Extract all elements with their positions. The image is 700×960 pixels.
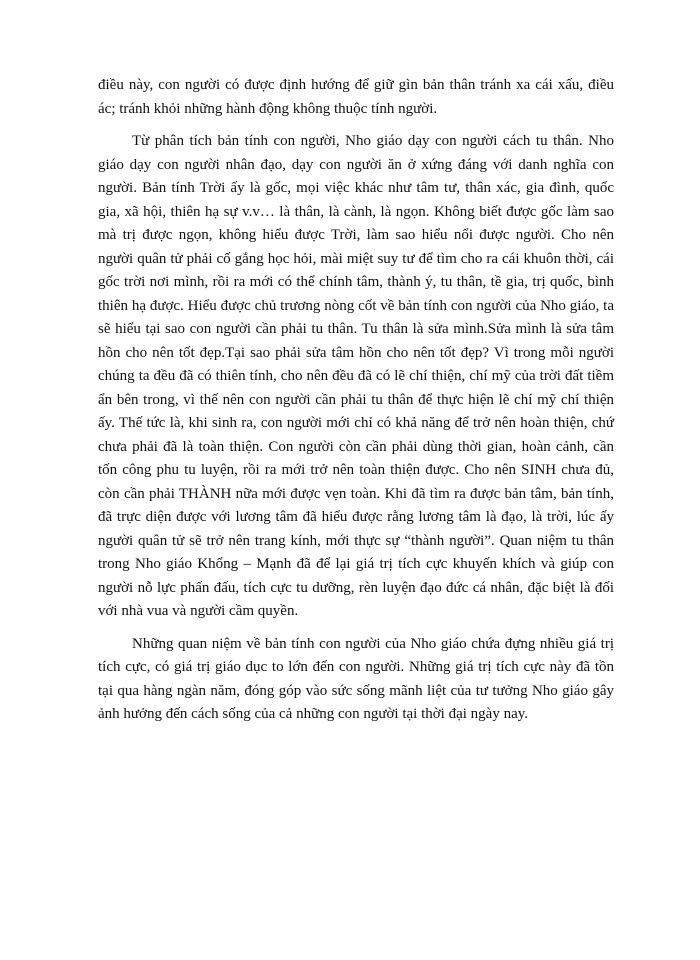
document-page (98, 74, 614, 727)
paragraph-tu-than: Từ phân tích bản tính con người, Nho giáo dạy con người cách tu thân. Nho giáo dạy con người nhân đạo, dạy con người ăn ở xứng đáng với danh nghĩa con người. Bản tính Trời ấy là gốc, mọi việc khác như tâm tư, thân xác, gia đình, quốc gia, xã hội, thiên hạ sự v.v… là thân, là cành, là ngọn. Không biết được gốc làm sao mà trị được ngọn, không hiểu được Trời, làm sao hiểu nổi được người. Cho nên người quân tử phải cố gắng học hỏi, mài miệt suy tư để tìm cho ra cái khuôn thời, cái gốc trời nơi mình, rồi ra mới có thể chính tâm, thành ý, tu thân, tề gia, trị quốc, bình thiên hạ được. Hiểu được chủ trương nòng cốt về bản tính con người của Nho giáo, ta sẽ hiểu tại sao con người cần phải tu thân. Tu thân là sửa mình.Sửa mình là sửa tâm hồn cho nên tốt đẹp.Tại sao phải sửa tâm hồn cho nên tốt đẹp? Vì trong mỗi người chúng ta đều đã có thiên tính, cho nên đều đã có lẽ chí thiện, chí mỹ của trời đất tiềm ẩn bên trong, vì thế nên con người cần phải tu thân để thực hiện lẽ chí mỹ chí thiện ấy. Thế tức là, khi sinh ra, con người mới chỉ có khả năng để trở nên hoàn thiện, chứ chưa phải đã là toàn thiện. Con người còn cần phải dùng thời gian, hoàn cảnh, cần tốn công phu tu luyện, rồi ra mới trở nên toàn thiện được. Cho nên SINH chưa đủ, còn cần phải THÀNH nữa mới được vẹn toàn. Khi đã tìm ra được bản tâm, bản tính, đã trực diện được với lương tâm đã hiểu được rằng lương tâm là đạo, là trời, lúc ấy người quân tử sẽ trở nên trang kính, mới thực sự “thành người”. Quan niệm tu thân trong Nho giáo Khổng – Mạnh đã để lại giá trị tích cực khuyến khích và giúp con người nỗ lực phấn đấu, tích cực tu dưỡng, rèn luyện đạo đức cá nhân, đặc biệt là đối với nhà vua và người cầm quyền. (98, 133, 614, 619)
paragraph-continuation: điều này, con người có được định hướng để giữ gìn bản thân tránh xa cái xấu, điều ác; tránh khỏi những hành động không thuộc tính người. (98, 77, 614, 117)
paragraph-conclusion: Những quan niệm về bản tính con người của Nho giáo chứa đựng nhiều giá trị tích cực, có giá trị giáo dục to lớn đến con người. Những giá trị tích cực này đã tồn tại qua hàng ngàn năm, đóng góp vào sức sống mãnh liệt của tư tưởng Nho giáo gây ảnh hưởng đến cách sống của cả những con người tại thời đại ngày nay. (98, 635, 614, 722)
